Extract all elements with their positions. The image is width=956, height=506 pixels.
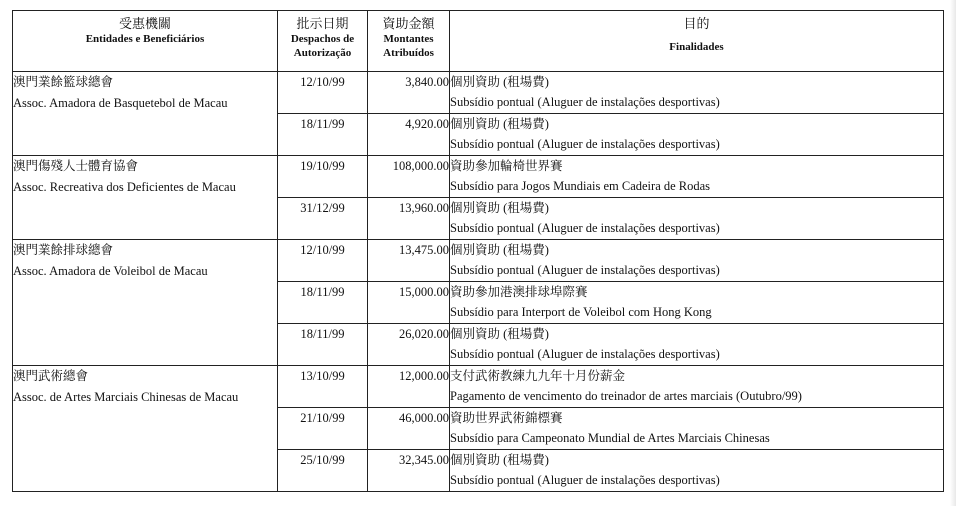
purpose-pt: Subsídio pontual (Aluguer de instalações desportivas) bbox=[450, 347, 720, 361]
purpose-cell bbox=[450, 114, 944, 156]
purpose-zh: 個別資助 (租場費) bbox=[450, 75, 549, 89]
purpose-pt: Pagamento de vencimento do treinador de artes marciais (Outubro/99) bbox=[450, 389, 802, 403]
purpose-pt: Subsídio para Campeonato Mundial de Artes Marciais Chinesas bbox=[450, 431, 770, 445]
purpose-zh: 個別資助 (租場費) bbox=[450, 453, 549, 467]
purpose-cell bbox=[450, 72, 944, 114]
table-row bbox=[13, 156, 944, 198]
amount-cell: 4,920.00 bbox=[368, 114, 450, 156]
header-purpose-pt: Finalidades bbox=[669, 41, 724, 53]
header-amount-pt-1: Montantes bbox=[383, 33, 434, 45]
entity-cell bbox=[13, 240, 278, 366]
date-cell: 13/10/99 bbox=[278, 366, 368, 408]
purpose-cell bbox=[450, 198, 944, 240]
purpose-cell bbox=[450, 450, 944, 492]
amount-cell: 13,960.00 bbox=[368, 198, 450, 240]
header-amount bbox=[368, 11, 450, 72]
header-date bbox=[278, 11, 368, 72]
entity-cell bbox=[13, 156, 278, 240]
header-purpose bbox=[450, 11, 944, 72]
entity-name-zh: 澳門武術總會 bbox=[13, 369, 89, 383]
table-row bbox=[13, 366, 944, 408]
date-cell: 18/11/99 bbox=[278, 114, 368, 156]
date-cell: 25/10/99 bbox=[278, 450, 368, 492]
entity-name-pt: Assoc. Amadora de Voleibol de Macau bbox=[13, 264, 208, 278]
header-entity-pt: Entidades e Beneficiários bbox=[85, 33, 205, 45]
date-cell: 12/10/99 bbox=[278, 72, 368, 114]
header-date-pt-1: Despachos de bbox=[290, 33, 355, 45]
purpose-zh: 個別資助 (租場費) bbox=[450, 117, 549, 131]
purpose-cell bbox=[450, 366, 944, 408]
amount-cell: 12,000.00 bbox=[368, 366, 450, 408]
amount-cell: 46,000.00 bbox=[368, 408, 450, 450]
purpose-zh: 資助參加港澳排球埠際賽 bbox=[450, 285, 588, 299]
purpose-zh: 個別資助 (租場費) bbox=[450, 201, 549, 215]
date-cell: 18/11/99 bbox=[278, 282, 368, 324]
amount-cell: 13,475.00 bbox=[368, 240, 450, 282]
purpose-zh: 個別資助 (租場費) bbox=[450, 327, 549, 341]
header-purpose-zh: 目的 bbox=[683, 16, 710, 31]
subsidy-table bbox=[12, 10, 944, 492]
purpose-cell bbox=[450, 408, 944, 450]
entity-cell bbox=[13, 72, 278, 156]
entity-name-pt: Assoc. Recreativa dos Deficientes de Macau bbox=[13, 180, 236, 194]
purpose-cell bbox=[450, 324, 944, 366]
entity-cell bbox=[13, 366, 278, 492]
amount-cell: 3,840.00 bbox=[368, 72, 450, 114]
table-row bbox=[13, 240, 944, 282]
date-cell: 19/10/99 bbox=[278, 156, 368, 198]
header-entity-zh: 受惠機關 bbox=[118, 16, 171, 31]
purpose-pt: Subsídio pontual (Aluguer de instalações desportivas) bbox=[450, 95, 720, 109]
purpose-pt: Subsídio para Jogos Mundiais em Cadeira de Rodas bbox=[450, 179, 711, 193]
amount-cell: 108,000.00 bbox=[368, 156, 450, 198]
purpose-cell bbox=[450, 282, 944, 324]
header-date-zh: 批示日期 bbox=[296, 16, 349, 31]
amount-cell: 32,345.00 bbox=[368, 450, 450, 492]
header-amount-zh: 資助金額 bbox=[382, 16, 435, 31]
date-cell: 21/10/99 bbox=[278, 408, 368, 450]
purpose-cell bbox=[450, 240, 944, 282]
purpose-pt: Subsídio pontual (Aluguer de instalações desportivas) bbox=[450, 263, 720, 277]
date-cell: 18/11/99 bbox=[278, 324, 368, 366]
entity-name-zh: 澳門業餘籃球總會 bbox=[13, 75, 114, 89]
purpose-zh: 資助參加輪椅世界賽 bbox=[450, 159, 563, 173]
amount-cell: 26,020.00 bbox=[368, 324, 450, 366]
date-cell: 12/10/99 bbox=[278, 240, 368, 282]
purpose-pt: Subsídio pontual (Aluguer de instalações desportivas) bbox=[450, 221, 720, 235]
header-amount-pt-2: Atribuídos bbox=[383, 47, 434, 59]
purpose-pt: Subsídio para Interport de Voleibol com Hong Kong bbox=[450, 305, 712, 319]
scan-edge-shadow bbox=[950, 0, 956, 506]
header-date-pt-2: Autorização bbox=[293, 47, 352, 59]
purpose-cell bbox=[450, 156, 944, 198]
entity-name-zh: 澳門業餘排球總會 bbox=[13, 243, 114, 257]
entity-name-pt: Assoc. Amadora de Basquetebol de Macau bbox=[13, 96, 228, 110]
amount-cell: 15,000.00 bbox=[368, 282, 450, 324]
date-cell: 31/12/99 bbox=[278, 198, 368, 240]
purpose-zh: 個別資助 (租場費) bbox=[450, 243, 549, 257]
table-row bbox=[13, 72, 944, 114]
header-entity bbox=[13, 11, 278, 72]
purpose-zh: 支付武術教練九九年十月份薪金 bbox=[450, 369, 626, 383]
header-row bbox=[13, 11, 944, 72]
purpose-pt: Subsídio pontual (Aluguer de instalações desportivas) bbox=[450, 473, 720, 487]
entity-name-pt: Assoc. de Artes Marciais Chinesas de Macau bbox=[13, 390, 239, 404]
entity-name-zh: 澳門傷殘人士體育協會 bbox=[13, 159, 139, 173]
purpose-zh: 資助世界武術錦標賽 bbox=[450, 411, 563, 425]
purpose-pt: Subsídio pontual (Aluguer de instalações desportivas) bbox=[450, 137, 720, 151]
